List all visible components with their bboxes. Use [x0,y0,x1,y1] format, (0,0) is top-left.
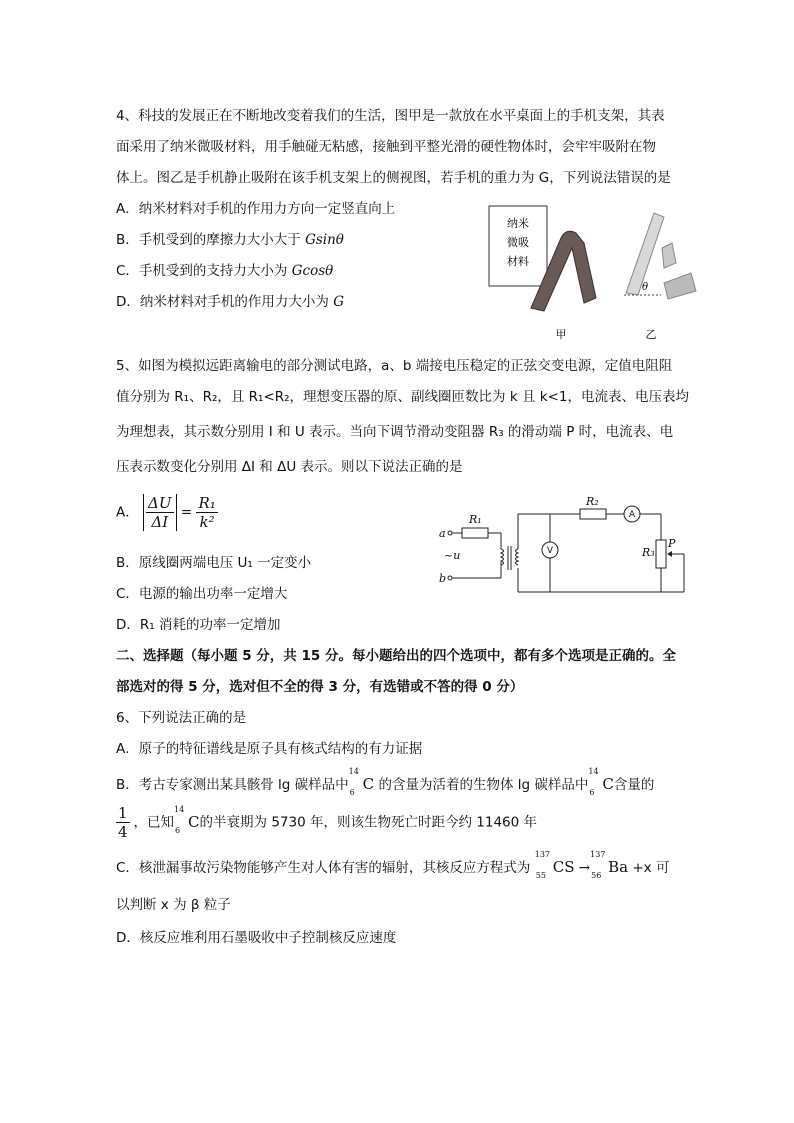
label-r2: R₂ [586,495,599,508]
q5-option-c: C．电源的输出功率一定增大 [116,586,288,602]
q5-stem-line-2: 值分别为 R₁、R₂，且 R₁<R₂，理想变压器的原、副线圈匝数比为 k 且 k<1，电流表、电压表均 [116,389,689,405]
voltmeter-label: V [546,546,554,556]
ammeter-label: A [628,510,636,520]
label-r3: R₃ [642,546,655,559]
q6-option-b-line-1: B．考古专家测出某具骸骨 lg 碳样品中 14 6 C 的含量为活着的生物体 lg 碳样品中 14 6 C含量的 [116,767,655,797]
label-p: P [668,537,676,550]
fig-box-line-1: 纳米 [507,217,529,230]
q4-option-a: A．纳米材料对手机的作用力方向一定竖直向上 [116,201,396,217]
fig-label-jia: 甲 [555,328,567,341]
q4-option-b: B．手机受到的摩擦力大小大于 Gsinθ [116,232,344,248]
q6-option-c-line-2: 以判断 x 为 β 粒子 [116,897,231,913]
q6-option-b-line-2: $\frac{1}{4}$ ，已知 14 6 C的半衰期为 5730 年，则该生物死亡时距今约 11460 年 [118,804,537,841]
nuclide-c14: 14 6 C [348,767,375,797]
q5-stem-line-3: 为理想表，其示数分别用 I 和 U 表示。当向下调节滑动变阻器 R₃ 的滑动端 P 时，电流表、电 [116,424,674,440]
q4-option-d: D．纳米材料对手机的作用力大小为 G [116,294,344,310]
fig-theta: θ [642,282,649,293]
q4-stem-line-3: 体上。图乙是手机静止吸附在该手机支架上的侧视图，若手机的重力为 G，下列说法错误的是 [116,170,671,186]
q5-option-a: A． $\frac{\Delta U}{\Delta I}$ = $\frac{\text{R₁}}{\text{k²}}$ [116,494,216,531]
nuclide-cs137: 137 55 CS [534,850,575,880]
nuclide-ba137: 137 56 Ba [590,850,629,880]
q6-option-c-line-1: C．核泄漏事故污染物能够产生对人体有害的辐射，其核反应方程式为 137 55 CS → 137 56 Ba +x 可 [116,850,670,880]
terminal-b: b [439,572,447,585]
nuclide-c14-b: 14 6 C [588,767,614,797]
phone-stand-figure [486,203,706,343]
q6-option-d: D．核反应堆利用石墨吸收中子控制核反应速度 [116,930,397,946]
section2-heading-line-2: 部选对的得 5 分，选对但不全的得 3 分，有选错或不答的得 0 分） [116,679,524,695]
fig-box-line-2: 微吸 [507,236,529,249]
fig-label-yi: 乙 [645,328,657,341]
q5-option-b: B．原线圈两端电压 U₁ 一定变小 [116,555,312,571]
circuit-diagram [436,494,696,594]
label-r1: R₁ [469,513,482,526]
q6-option-a: A．原子的特征谱线是原子具有核式结构的有力证据 [116,741,423,757]
nuclide-c14-c: 14 6 C [174,804,200,835]
section2-heading-line-1: 二、选择题（每小题 5 分，共 15 分。每小题给出的四个选项中，都有多个选项是正确的。全 [116,648,676,664]
source-u: ~u [444,549,461,562]
q5-stem-line-1: 5、如图为模拟远距离输电的部分测试电路，a、b 端接电压稳定的正弦交变电源，定值电阻阻 [116,358,673,374]
terminal-a: a [439,527,446,540]
q4-option-c: C．手机受到的支持力大小为 Gcosθ [116,263,334,279]
q4-stem-line-2: 面采用了纳米微吸材料，用手触碰无粘感，接触到平整光滑的硬性物体时，会牢牢吸附在物 [116,139,656,155]
fig-box-line-3: 材料 [507,255,529,268]
q4-stem-line-1: 4、科技的发展正在不断地改变着我们的生活，图甲是一款放在水平桌面上的手机支架，其表 [116,108,665,124]
q5-stem-line-4: 压表示数变化分别用 ΔI 和 ΔU 表示。则以下说法正确的是 [116,459,463,475]
q5-option-d: D．R₁ 消耗的功率一定增加 [116,617,281,633]
q6-stem: 6、下列说法正确的是 [116,710,247,726]
